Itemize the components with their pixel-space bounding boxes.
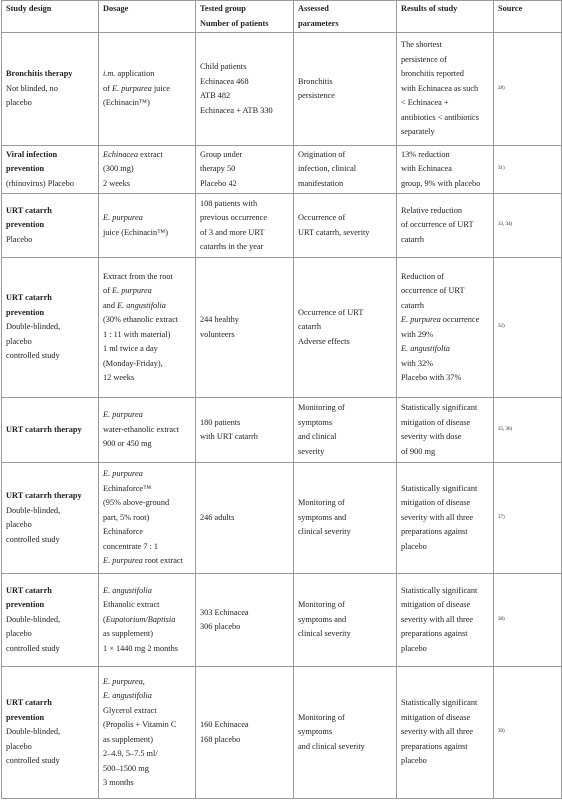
study-design-line: controlled study xyxy=(6,756,60,766)
dosage-line: E. purpurea xyxy=(103,213,143,222)
study-design-line: Double-blinded, xyxy=(6,505,61,515)
cell-assessed-parameters xyxy=(294,33,397,146)
study-design-line: URT catarrh xyxy=(6,293,52,303)
cell-source xyxy=(494,463,562,574)
result-line: bronchitis reported xyxy=(401,69,464,79)
dosage-line: (95% above-ground xyxy=(103,498,170,508)
table-row xyxy=(2,258,562,398)
study-design-line: Placebo xyxy=(6,234,33,244)
dosage-line: 900 or 450 mg xyxy=(103,439,152,449)
tested-group-line: 180 patients xyxy=(200,417,241,427)
table-row xyxy=(2,574,562,667)
source-reference: 37) xyxy=(498,514,505,520)
study-design-line: placebo xyxy=(6,336,32,346)
cell-study-design xyxy=(2,398,99,463)
result-line: Statistically significant xyxy=(401,585,478,595)
study-design-line: prevention xyxy=(6,220,45,230)
result-line: Relative reduction xyxy=(401,205,463,215)
assessed-parameter-line: Monitoring of xyxy=(298,498,345,508)
dosage-line: Echinaforce™ xyxy=(103,483,152,493)
result-line: The shortest xyxy=(401,40,442,50)
cell-source xyxy=(494,33,562,146)
assessed-parameter-line: catarrh xyxy=(298,322,322,332)
cell-source xyxy=(494,146,562,194)
study-design-line: Viral infection xyxy=(6,149,58,159)
cell-study-design xyxy=(2,194,99,258)
study-design-line: Double-blinded, xyxy=(6,614,61,624)
result-line: placebo xyxy=(401,643,427,653)
tested-group-line: 246 adults xyxy=(200,512,235,522)
study-design-line: controlled study xyxy=(6,643,60,653)
header-tested-group: Tested group Number of patients xyxy=(196,1,294,33)
dosage-line: 3 months xyxy=(103,778,134,787)
source-reference: 28) xyxy=(498,85,505,91)
dosage-line: E. angustifolia xyxy=(103,691,152,700)
source-reference: 33, 34) xyxy=(498,222,513,228)
assessed-parameter-line: Monitoring of xyxy=(298,403,345,412)
study-design-line: controlled study xyxy=(6,351,60,361)
assessed-parameter-line: Bronchitis xyxy=(298,76,333,86)
cell-dosage xyxy=(99,574,196,667)
result-line: preparations against xyxy=(401,741,468,751)
cell-dosage xyxy=(99,667,196,799)
study-design-line: prevention xyxy=(6,164,45,174)
result-line: of occurrence of URT xyxy=(401,220,474,230)
tested-group-line: of 3 and more URT xyxy=(200,227,265,237)
tested-group-line: Placebo 42 xyxy=(200,178,237,188)
study-design-line: prevention xyxy=(6,600,45,610)
result-line: mitigation of disease xyxy=(401,600,471,610)
cell-study-design xyxy=(2,463,99,574)
result-line: E. purpurea occurrence xyxy=(401,315,480,324)
result-line: severity with dose xyxy=(401,432,462,441)
result-line: severity with all three xyxy=(401,614,474,624)
assessed-parameter-line: Origination of xyxy=(298,149,346,159)
cell-results xyxy=(397,146,494,194)
cell-assessed-parameters xyxy=(294,463,397,574)
cell-source xyxy=(494,194,562,258)
result-line: with Echinacea xyxy=(401,164,452,174)
cell-assessed-parameters xyxy=(294,194,397,258)
result-line: Statistically significant xyxy=(401,483,478,493)
assessed-parameter-line: Adverse effects xyxy=(298,336,350,346)
result-line: with 32% xyxy=(401,358,434,368)
tested-group-line: Echinacea 468 xyxy=(200,76,249,86)
table-header-row xyxy=(2,1,562,33)
tested-group-line: ATB 482 xyxy=(200,91,231,100)
cell-tested-group xyxy=(196,194,294,258)
assessed-parameter-line: Monitoring of xyxy=(298,600,345,610)
assessed-parameter-line: Occurrence of URT xyxy=(298,307,364,317)
table-body xyxy=(2,33,562,799)
dosage-line: as supplement) xyxy=(103,734,154,744)
result-line: placebo xyxy=(401,756,427,766)
tested-group-line: Echinacea + ATB 330 xyxy=(200,105,273,115)
cell-results xyxy=(397,574,494,667)
cell-study-design xyxy=(2,667,99,799)
result-line: Placebo with 37% xyxy=(401,373,462,382)
cell-tested-group xyxy=(196,398,294,463)
result-line: E. angustifolia xyxy=(401,344,450,353)
assessed-parameter-line: URT catarrh, severity xyxy=(298,227,370,237)
dosage-line: (Monday-Friday), xyxy=(103,358,163,368)
cell-dosage xyxy=(99,194,196,258)
dosage-line: 12 weeks xyxy=(103,373,135,382)
result-line: mitigation of disease xyxy=(401,417,471,427)
assessed-parameter-line: Occurrence of xyxy=(298,213,346,222)
dosage-line: (Eupatorium/Baptisia xyxy=(103,614,176,624)
result-line: with 29% xyxy=(401,329,434,339)
dosage-line: as supplement) xyxy=(103,629,154,639)
table-row xyxy=(2,33,562,146)
assessed-parameter-line: persistence xyxy=(298,91,335,100)
cell-source xyxy=(494,667,562,799)
dosage-line: Echinacea extract xyxy=(103,149,163,159)
dosage-line: Ethanolic extract xyxy=(103,600,160,610)
study-design-line: URT catarrh xyxy=(6,585,52,595)
study-design-line: URT catarrh therapy xyxy=(6,424,82,434)
cell-dosage xyxy=(99,398,196,463)
cell-source xyxy=(494,398,562,463)
dosage-line: juice (Echinacin™) xyxy=(103,227,169,237)
cell-source xyxy=(494,258,562,398)
cell-study-design xyxy=(2,258,99,398)
dosage-line: E. purpurea xyxy=(103,469,143,479)
dosage-line: Echinaforce xyxy=(103,527,144,537)
header-study-design: Study design xyxy=(2,1,99,33)
cell-tested-group xyxy=(196,146,294,194)
study-design-line: URT catarrh xyxy=(6,698,52,708)
table-row xyxy=(2,398,562,463)
dosage-line: concentrate 7 : 1 xyxy=(103,541,159,551)
study-design-line: prevention xyxy=(6,307,45,317)
assessed-parameter-line: symptoms xyxy=(298,417,333,427)
study-design-line: Double-blinded, xyxy=(6,322,61,332)
result-line: Statistically significant xyxy=(401,403,478,412)
cell-tested-group xyxy=(196,463,294,574)
cell-dosage xyxy=(99,258,196,398)
result-line: occurrence of URT xyxy=(401,286,465,295)
cell-tested-group xyxy=(196,667,294,799)
cell-assessed-parameters xyxy=(294,667,397,799)
dosage-line: (30% ethanolic extract xyxy=(103,315,179,324)
result-line: mitigation of disease xyxy=(401,712,471,722)
tested-group-line: Group under xyxy=(200,149,243,159)
cell-dosage xyxy=(99,33,196,146)
assessed-parameter-line: symptoms and xyxy=(298,512,347,522)
result-line: < Echinacea + xyxy=(401,98,449,108)
dosage-line: (Echinacin™) xyxy=(103,98,150,108)
result-line: catarrh xyxy=(401,234,425,244)
study-design-line: Bronchitis therapy xyxy=(6,69,73,79)
study-design-line: URT catarrh therapy xyxy=(6,491,82,500)
dosage-line: 2 weeks xyxy=(103,178,130,188)
study-design-line: prevention xyxy=(6,712,45,722)
assessed-parameter-line: clinical severity xyxy=(298,629,351,639)
tested-group-line: 168 placebo xyxy=(200,734,241,744)
dosage-line: E. purpurea xyxy=(103,410,143,420)
tested-group-line: 160 Echinacea xyxy=(200,720,249,729)
study-design-line: placebo xyxy=(6,629,32,639)
cell-assessed-parameters xyxy=(294,398,397,463)
dosage-line: 1 : 11 with material) xyxy=(103,329,171,339)
cell-source xyxy=(494,574,562,667)
dosage-line: 2–4.9, 5–7.5 ml/ xyxy=(103,749,158,758)
header-results: Results of study xyxy=(397,1,494,33)
table-row xyxy=(2,194,562,258)
tested-group-line: 244 healthy xyxy=(200,315,239,324)
tested-group-line: catarrhs in the year xyxy=(200,242,264,251)
header-assessed-parameters: Assessed parameters xyxy=(294,1,397,33)
source-reference: 39) xyxy=(498,729,505,735)
dosage-line: 1 × 1440 mg 2 months xyxy=(103,643,178,653)
result-line: antibiotics < antibiotics xyxy=(401,112,479,122)
cell-study-design xyxy=(2,33,99,146)
result-line: group, 9% with placebo xyxy=(401,178,481,188)
source-reference: 32) xyxy=(498,324,505,330)
cell-study-design xyxy=(2,574,99,667)
dosage-line: and E. angustifolia xyxy=(103,300,166,310)
result-line: persistence of xyxy=(401,54,447,64)
dosage-line: 1 ml twice a day xyxy=(103,344,158,353)
header-dosage: Dosage xyxy=(99,1,196,33)
cell-study-design xyxy=(2,146,99,194)
result-line: mitigation of disease xyxy=(401,498,471,508)
cell-tested-group xyxy=(196,258,294,398)
study-design-line: placebo xyxy=(6,98,32,108)
study-design-line: (rhinovirus) Placebo xyxy=(6,178,74,188)
tested-group-line: therapy 50 xyxy=(200,164,236,174)
cell-tested-group xyxy=(196,574,294,667)
assessed-parameter-line: manifestation xyxy=(298,178,344,188)
assessed-parameter-line: and clinical xyxy=(298,432,337,441)
assessed-parameter-line: and clinical severity xyxy=(298,741,365,751)
source-reference: 35, 36) xyxy=(498,426,513,432)
dosage-line: water-ethanolic extract xyxy=(103,424,180,434)
dosage-line: i.m. application xyxy=(103,69,155,79)
assessed-parameter-line: clinical severity xyxy=(298,527,351,537)
result-line: placebo xyxy=(401,541,427,551)
tested-group-line: with URT catarrh xyxy=(200,432,258,441)
dosage-line: of E. purpurea xyxy=(103,286,152,295)
tested-group-line: Child patients xyxy=(200,62,247,71)
cell-results xyxy=(397,398,494,463)
dosage-line: E. purpurea, xyxy=(103,676,145,686)
source-reference: 31) xyxy=(498,166,505,172)
cell-dosage xyxy=(99,146,196,194)
dosage-line: part, 5% root) xyxy=(103,512,150,522)
study-design-line: controlled study xyxy=(6,534,60,544)
tested-group-line: 108 patients with xyxy=(200,198,258,208)
tested-group-line: previous occurrence xyxy=(200,213,268,222)
result-line: severity with all three xyxy=(401,512,474,522)
dosage-line: E. angustifolia xyxy=(103,585,152,595)
table-row xyxy=(2,146,562,194)
source-reference: 38) xyxy=(498,616,505,622)
result-line: with Echinacea as such xyxy=(401,83,479,93)
result-line: 13% reduction xyxy=(401,149,450,159)
dosage-line: of E. purpurea juice xyxy=(103,83,170,93)
dosage-line: 500–1500 mg xyxy=(103,763,149,773)
cell-tested-group xyxy=(196,33,294,146)
cell-results xyxy=(397,194,494,258)
tested-group-line: 303 Echinacea xyxy=(200,607,249,617)
header-source: Source xyxy=(494,1,562,33)
result-line: catarrh xyxy=(401,300,425,310)
study-design-line: Not blinded, no xyxy=(6,83,58,93)
table-row xyxy=(2,667,562,799)
cell-results xyxy=(397,258,494,398)
assessed-parameter-line: infection, clinical xyxy=(298,164,357,174)
assessed-parameter-line: symptoms xyxy=(298,727,333,737)
cell-assessed-parameters xyxy=(294,574,397,667)
cell-results xyxy=(397,667,494,799)
result-line: preparations against xyxy=(401,629,468,639)
study-table xyxy=(1,0,562,799)
cell-dosage xyxy=(99,463,196,574)
study-design-line: placebo xyxy=(6,520,32,529)
dosage-line: (Propolis + Vitamin C xyxy=(103,720,177,729)
result-line: separately xyxy=(401,127,435,137)
table-row xyxy=(2,463,562,574)
result-line: Reduction of xyxy=(401,271,445,281)
result-line: of 900 mg xyxy=(401,446,436,456)
tested-group-line: 306 placebo xyxy=(200,622,241,631)
dosage-line: E. purpurea root extract xyxy=(103,556,183,566)
assessed-parameter-line: severity xyxy=(298,446,325,456)
result-line: severity with all three xyxy=(401,727,474,737)
dosage-line: (300 mg) xyxy=(103,164,134,174)
study-design-line: placebo xyxy=(6,741,32,751)
study-design-line: Double-blinded, xyxy=(6,727,61,737)
dosage-line: Glycerol extract xyxy=(103,705,157,715)
result-line: Statistically significant xyxy=(401,698,478,708)
tested-group-line: volunteers xyxy=(200,329,235,339)
cell-assessed-parameters xyxy=(294,258,397,398)
study-design-line: URT catarrh xyxy=(6,205,52,215)
cell-results xyxy=(397,33,494,146)
assessed-parameter-line: Monitoring of xyxy=(298,712,345,722)
cell-assessed-parameters xyxy=(294,146,397,194)
result-line: preparations against xyxy=(401,527,468,537)
assessed-parameter-line: symptoms and xyxy=(298,614,347,624)
dosage-line: Extract from the root xyxy=(103,271,173,281)
cell-results xyxy=(397,463,494,574)
